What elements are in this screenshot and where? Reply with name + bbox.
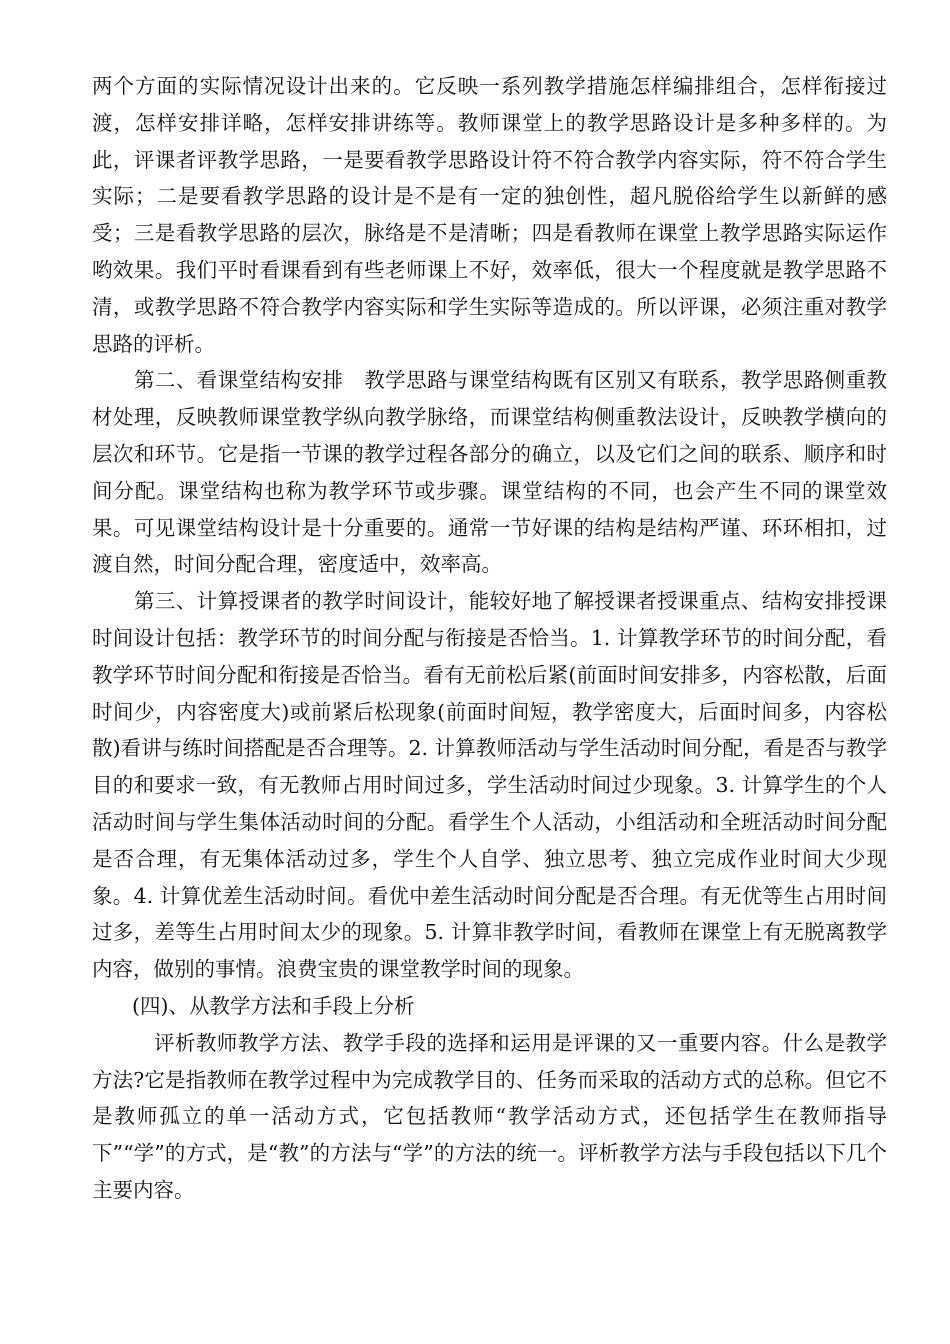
paragraph-teaching-time-design: 第三、计算授课者的教学时间设计，能较好地了解授课者授课重点、结构安排授课时间设计包括：教学环节的时间分配与衔接是否恰当。1. 计算教学环节的时间分配，看教学环节时间分配和衔接是否恰当。看有无前松后紧(前面时间安排多，内容松散，后面时间少，内容密度大)或前紧后松现象(前面时间短，教学密度大，后面时间多，内容松散)看讲与练时间搭配是否合理等。2. 计算教师活动与学生活动时间分配，看是否与教学目的和要求一致，有无教师占用时间过多，学生活动时间过少现象。3. 计算学生的个人活动时间与学生集体活动时间的分配。看学生个人活动，小组活动和全班活动时间分配是否合理，有无集体活动过多，学生个人自学、独立思考、独立完成作业时间大少现象。4. 计算优差生活动时间。看优中差生活动时间分配是否合理。有无优等生占用时间过多，差等生占用时间太少的现象。5. 计算非教学时间，看教师在课堂上有无脱离教学内容，做别的事情。浪费宝贵的课堂教学时间的现象。 — [92, 589, 887, 982]
paragraph-class-structure: 第二、看课堂结构安排 教学思路与课堂结构既有区别又有联系，教学思路侧重教材处理，反映教师课堂教学纵向教学脉络，而课堂结构侧重教法设计，反映教学横向的层次和环节。它是指一节课的教学过程各部分的确立，以及它们之间的联系、顺序和时间分配。课堂结构也称为教学环节或步骤。课堂结构的不同，也会产生不同的课堂效果。可见课堂结构设计是十分重要的。通常一节好课的结构是结构严谨、环环相扣，过渡自然，时间分配合理，密度适中，效率高。 — [92, 368, 887, 577]
section-heading-methods: (四)、从教学方法和手段上分析 — [132, 993, 415, 1018]
paragraph-teaching-approach-continued: 两个方面的实际情况设计出来的。它反映一系列教学措施怎样编排组合，怎样衔接过渡，怎样安排详略，怎样安排讲练等。教师课堂上的教学思路设计是多种多样的。为此，评课者评教学思路，一是要看教学思路设计符不符合教学内容实际，符不符合学生实际；二是要看教学思路的设计是不是有一定的独创性，超凡脱俗给学生以新鲜的感受；三是看教学思路的层次，脉络是不是清晰；四是看教师在课堂上教学思路实际运作哟效果。我们平时看课看到有些老师课上不好，效率低，很大一个程度就是教学思路不清，或教学思路不符合教学内容实际和学生实际等造成的。所以评课，必须注重对教学思路的评析。 — [92, 74, 887, 356]
paragraph-teaching-methods: 评析教师教学方法、教学手段的选择和运用是评课的又一重要内容。什么是教学方法?它是指教师在教学过程中为完成教学目的、任务而采取的活动方式的总称。但它不是教师孤立的单一活动方式，它包括教师“教学活动方式，还包括学生在教师指导下”“学”的方式，是“教”的方法与“学”的方法的统一。评析教学方法与手段包括以下几个主要内容。 — [92, 1030, 887, 1202]
document-body — [92, 68, 887, 1209]
